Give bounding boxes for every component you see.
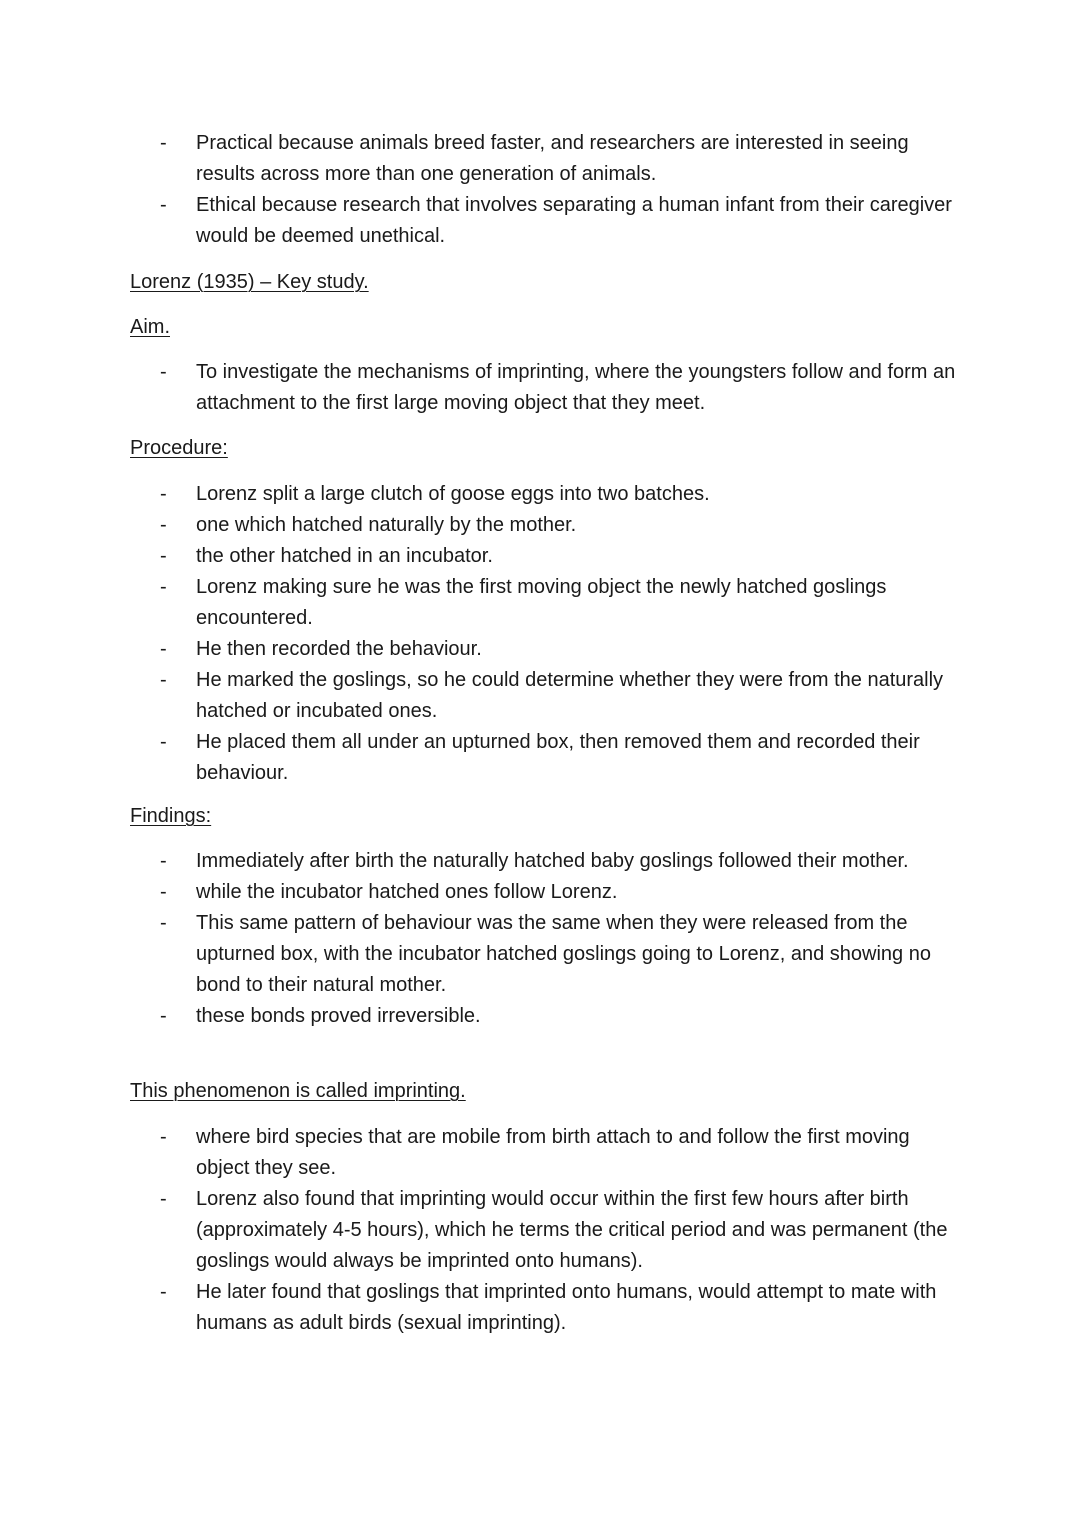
bullet-dash: - (160, 514, 167, 536)
bullet-text: Lorenz also found that imprinting would occur within the first few hours after birth (approximately 4-5 hours), which he terms the critical period and was permanent (the goslings would always be imprinted onto humans). (196, 1188, 948, 1272)
bullet-dash: - (160, 545, 167, 567)
list-item (160, 877, 960, 908)
study-title: Lorenz (1935) – Key study. (130, 271, 369, 293)
list-item (160, 908, 960, 1001)
bullet-dash: - (160, 361, 167, 383)
list-item (160, 1001, 960, 1032)
findings-heading: Findings: (130, 805, 212, 827)
bullet-text: where bird species that are mobile from birth attach to and follow the first moving object they see. (196, 1126, 910, 1179)
bullet-text: He placed them all under an upturned box, then removed them and recorded their behaviour. (196, 731, 920, 784)
list-item (160, 357, 960, 419)
bullet-text: Ethical because research that involves separating a human infant from their caregiver would be deemed unethical. (196, 194, 952, 247)
bullet-dash: - (160, 669, 167, 691)
bullet-dash: - (160, 483, 167, 505)
list-item (160, 634, 960, 665)
bullet-text: Lorenz split a large clutch of goose eggs into two batches. (196, 483, 710, 505)
intro-bullet-list (160, 128, 960, 252)
list-item (160, 1184, 960, 1277)
list-item (160, 665, 960, 727)
list-item (160, 510, 960, 541)
list-item (160, 128, 960, 190)
bullet-text: He later found that goslings that imprinted onto humans, would attempt to mate with humans as adult birds (sexual imprinting). (196, 1281, 937, 1334)
list-item (160, 541, 960, 572)
bullet-text: Lorenz making sure he was the first moving object the newly hatched goslings encountered. (196, 576, 887, 629)
list-item (160, 190, 960, 252)
bullet-text: Immediately after birth the naturally hatched baby goslings followed their mother. (196, 850, 909, 872)
list-item (160, 846, 960, 877)
aim-bullet-list (160, 357, 960, 419)
bullet-dash: - (160, 731, 167, 753)
bullet-dash: - (160, 850, 167, 872)
bullet-text: To investigate the mechanisms of imprinting, where the youngsters follow and form an attachment to the first large moving object that they meet. (196, 361, 956, 414)
bullet-text: one which hatched naturally by the mother. (196, 514, 577, 536)
bullet-dash: - (160, 1281, 167, 1303)
bullet-text: He marked the goslings, so he could determine whether they were from the naturally hatched or incubated ones. (196, 669, 944, 722)
list-item (160, 727, 960, 789)
aim-heading: Aim. (130, 316, 170, 338)
bullet-dash: - (160, 881, 167, 903)
bullet-text: Practical because animals breed faster, and researchers are interested in seeing results across more than one generation of animals. (196, 132, 909, 185)
bullet-text: these bonds proved irreversible. (196, 1005, 481, 1027)
bullet-text: while the incubator hatched ones follow Lorenz. (196, 881, 618, 903)
bullet-text: He then recorded the behaviour. (196, 638, 482, 660)
list-item (160, 572, 960, 634)
bullet-dash: - (160, 912, 167, 934)
findings-bullet-list (160, 846, 960, 1032)
bullet-dash: - (160, 1188, 167, 1210)
list-item (160, 479, 960, 510)
imprinting-heading: This phenomenon is called imprinting. (130, 1080, 466, 1102)
list-item (160, 1122, 960, 1184)
bullet-text: This same pattern of behaviour was the same when they were released from the upturned box, with the incubator hatched goslings going to Lorenz, and showing no bond to their natural mother. (196, 912, 931, 996)
list-item (160, 1277, 960, 1339)
bullet-dash: - (160, 1126, 167, 1148)
procedure-bullet-list (160, 479, 960, 789)
bullet-dash: - (160, 638, 167, 660)
bullet-dash: - (160, 194, 167, 216)
bullet-dash: - (160, 132, 167, 154)
procedure-heading: Procedure: (130, 437, 228, 459)
imprinting-bullet-list (160, 1122, 960, 1339)
bullet-dash: - (160, 576, 167, 598)
bullet-text: the other hatched in an incubator. (196, 545, 493, 567)
bullet-dash: - (160, 1005, 167, 1027)
